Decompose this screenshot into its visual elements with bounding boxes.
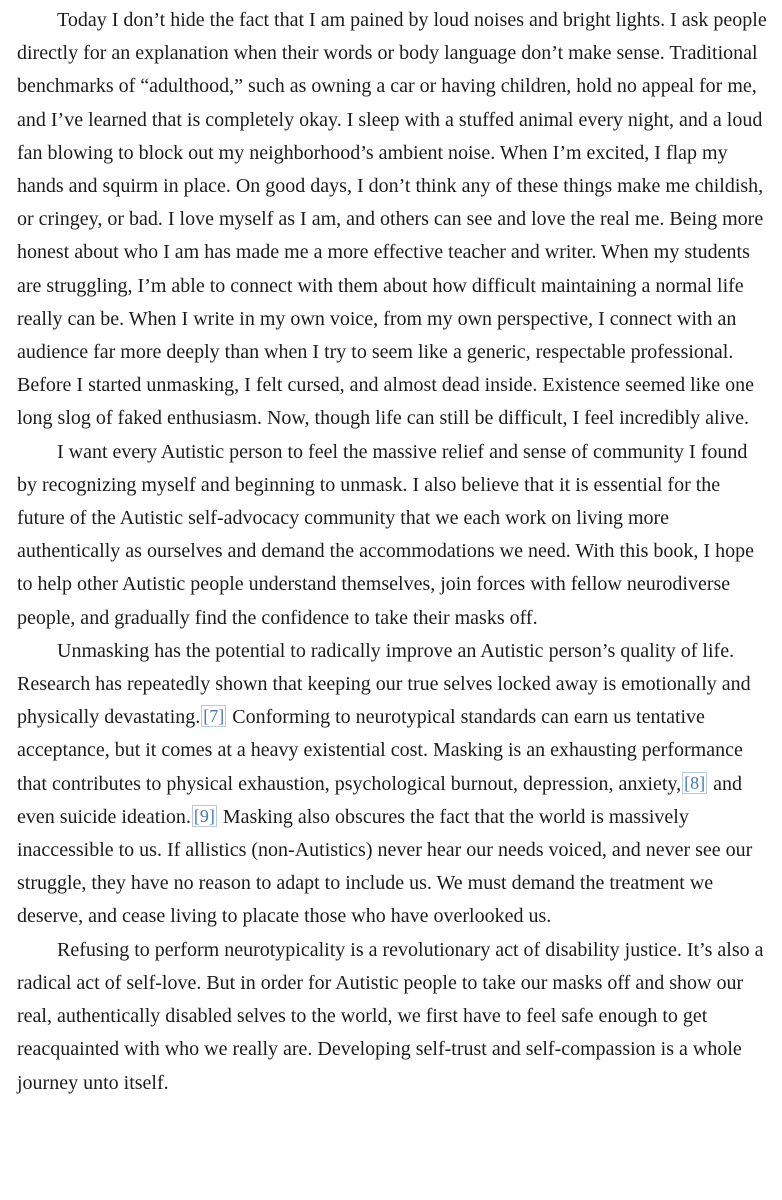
footnote-link-9[interactable]: [9]	[193, 805, 215, 826]
paragraph-segment: and even suicide ideation.	[17, 772, 743, 828]
paragraph-segment: Unmasking has the potential to radically improve an Autistic person’s quality of life. Research has repeatedly shown that keeping our true selves locked away is emotionally and physically devastating.	[17, 639, 751, 729]
paragraph-disability-justice: Refusing to perform neurotypicality is a revolutionary act of disability justice. It’s also a radical act of self-love. But in order for Autistic people to take our masks off and show our real, authentically disabled selves to the world, we first have to feel safe enough to get reacquainted with who we really are. Developing self-trust and self-compassion is a whole journey unto itself.	[17, 938, 764, 1094]
paragraph-unmasking-benefits	[17, 635, 769, 934]
paragraph-segment: Masking also obscures the fact that the world is massively inaccessible to us. If allistics (non-Autistics) never hear our needs voiced, and never see our struggle, they have no reason to adapt to include us. We must demand the treatment we deserve, and cease living to placate those who have overlooked us.	[17, 805, 753, 928]
paragraph-autistic-community: I want every Autistic person to feel the massive relief and sense of community I found by recognizing myself and beginning to unmask. I also believe that it is essential for the future of the Autistic self-advocacy community that we each work on living more authentically as ourselves and demand the accommodations we need. With this book, I hope to help other Autistic people understand themselves, join forces with fellow neurodiverse people, and gradually find the confidence to take their masks off.	[17, 440, 754, 629]
footnote-link-7[interactable]: [7]	[203, 706, 225, 727]
paragraph-segment: Conforming to neurotypical standards can earn us tentative acceptance, but it comes at a heavy existential cost. Masking is an exhausting performance that contributes to physical exhaustion, psychological burnout, depression, anxiety,	[17, 706, 743, 795]
book-page	[17, 4, 769, 1100]
paragraph-unmasked-life: Today I don’t hide the fact that I am pained by loud noises and bright lights. I ask people directly for an explanation when their words or body language don’t make sense. Traditional benchmarks of “adulthood,” such as owning a car or having children, hold no appeal for me, and I’ve learned that is completely okay. I sleep with a stuffed animal every night, and a loud fan blowing to block out my neighborhood’s ambient noise. When I’m excited, I flap my hands and squirm in place. On good days, I don’t think any of these things make me childish, or cringey, or bad. I love myself as I am, and others can see and love the real me. Being more honest about who I am has made me a more effective teacher and writer. When my students are struggling, I’m able to connect with them about how difficult maintaining a normal life really can be. When I write in my own voice, from my own perspective, I connect with an audience far more deeply than when I try to seem like a generic, respectable professional. Before I started unmasking, I felt cursed, and almost dead inside. Existence seemed like one long slog of faked enthusiasm. Now, though life can still be difficult, I feel incredibly alive.	[17, 9, 767, 430]
footnote-link-8[interactable]: [8]	[684, 772, 706, 793]
